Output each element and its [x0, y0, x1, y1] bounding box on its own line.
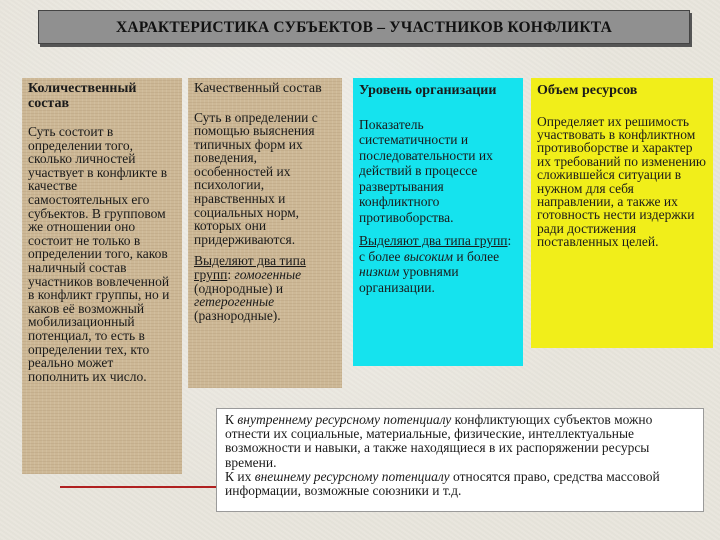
- types-colon: :: [507, 233, 512, 248]
- types-colon: :: [227, 267, 232, 283]
- column-resources: [531, 78, 713, 348]
- column-header: Количественный состав: [28, 81, 137, 111]
- body-paragraph: Показатель систематичности и последовательности их действий в процессе развертывания конфликтного противоборства.: [359, 116, 493, 225]
- column-header: Объем ресурсов: [537, 83, 638, 98]
- column-quantitative: [22, 78, 182, 474]
- type-heterogeneous: гетерогенные: [194, 294, 275, 310]
- type-heterogeneous-desc: (разнородные).: [194, 307, 281, 323]
- internal-post: конфликтующих субъектов можно отнести их социальные, материальные, физические, интеллектуальные возможности и навыки, а также находящиеся в их распоряжении ресурсы времени.: [225, 412, 653, 470]
- column-header: Качественный состав: [194, 81, 322, 96]
- column-body: [188, 97, 342, 323]
- lower-level: низким: [359, 264, 400, 279]
- types-label: Выделяют два типа групп: [359, 233, 508, 248]
- external-potential: внешнему ресурсному потенциалу: [254, 468, 450, 484]
- slide-title: ХАРАКТЕРИСТИКА СУБЪЕКТОВ – УЧАСТНИКОВ КОНФЛИКТА: [38, 10, 690, 44]
- higher-level: высоким: [403, 248, 453, 264]
- column-body: [22, 111, 182, 383]
- types-label: Выделяют два типа групп: [194, 253, 306, 283]
- levels-text: уровнями организации.: [359, 264, 459, 295]
- and-more: и более: [453, 248, 500, 264]
- resource-potential-box: [216, 408, 704, 512]
- column-body: Определяет их решимость участвовать в конфликтном противоборстве и характер их требований по изменению сложившейся ситуации в нужном для себя направлении, а также их готовность нести издержки ради достижения поставленных целей.: [537, 113, 707, 250]
- internal-potential: внутреннему ресурсному потенциалу: [237, 412, 452, 427]
- body-paragraph: Суть в определении с помощью выяснения типичных форм их поведения, особенностей их психологии, нравственных и социальных норм, которых они придерживаются.: [194, 109, 318, 247]
- external-post: относятся право, средства массовой информации, возможные союзники и т.д.: [225, 468, 660, 499]
- column-body: [353, 99, 523, 296]
- body-paragraph: Суть состоит в определении того, сколько личностей участвует в конфликте в качестве самостоятельных его субъектов.: [28, 124, 168, 221]
- type-homogeneous-desc: (однородные) и: [194, 280, 284, 296]
- body-paragraph: В групповом же отношении оно состоит не только в определении того, каков наличный состав участников вовлеченной в конфликт группы, но и каков её возможный мобилизационный потенциал, то есть в определении тех, кто реально может пополнить их число.: [28, 205, 170, 384]
- decorative-line: [60, 486, 220, 488]
- column-organization: [353, 78, 523, 366]
- column-header: Уровень организации: [359, 83, 497, 98]
- type-homogeneous: гомогенные: [234, 267, 302, 283]
- external-pre: К их: [225, 468, 255, 484]
- internal-pre: К: [225, 412, 238, 427]
- column-qualitative: [188, 78, 342, 388]
- with-higher-pre: с более: [359, 248, 404, 264]
